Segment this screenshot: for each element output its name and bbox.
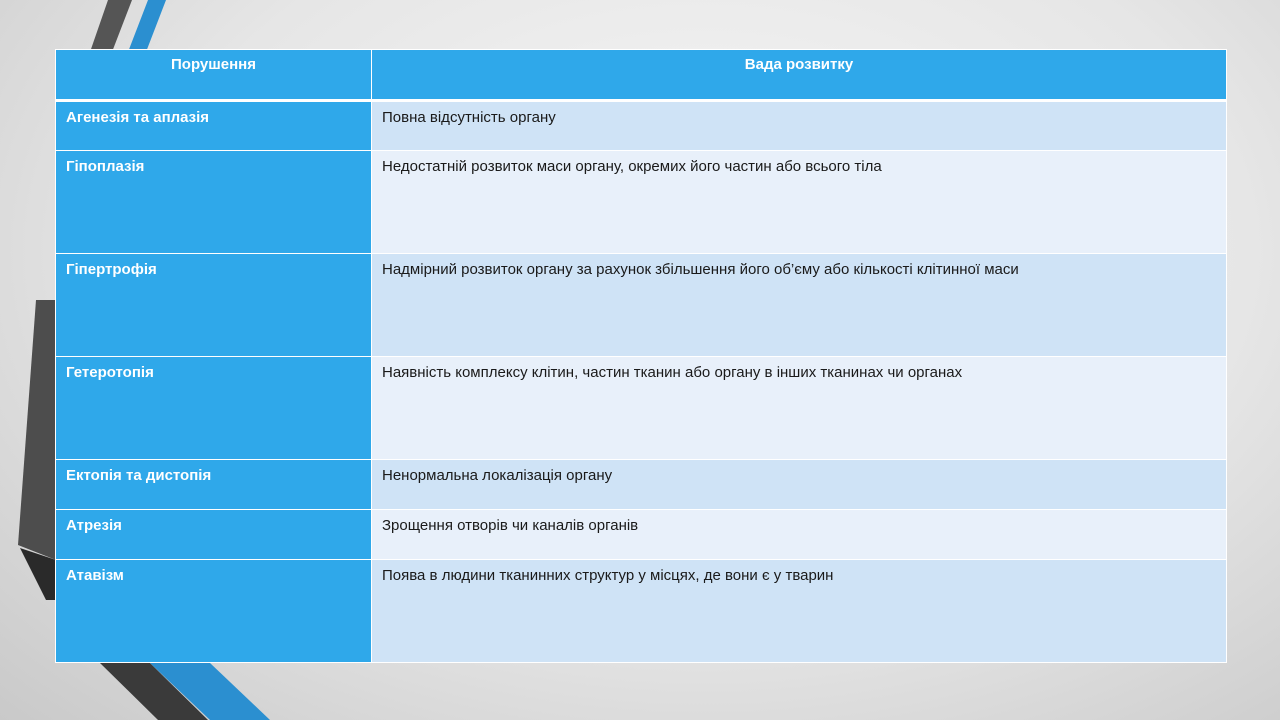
table-header-row: [56, 50, 1227, 101]
row-term: Гетеротопія: [56, 357, 372, 460]
row-term: Атавізм: [56, 560, 372, 663]
table-row: [56, 254, 1227, 357]
row-term: Атрезія: [56, 510, 372, 560]
row-description: Надмірний розвиток органу за рахунок збільшення його об’єму або кількості клітинної маси: [372, 254, 1227, 357]
table-row: [56, 560, 1227, 663]
row-term: Гіпоплазія: [56, 151, 372, 254]
header-disorder: Порушення: [56, 50, 372, 101]
table-row: [56, 460, 1227, 510]
header-defect: Вада розвитку: [372, 50, 1227, 101]
row-term: Ектопія та дистопія: [56, 460, 372, 510]
top-blue-stripe: [128, 0, 166, 52]
table-row: [56, 510, 1227, 560]
left-dark-bar: [18, 300, 56, 560]
row-description: Ненормальна локалізація органу: [372, 460, 1227, 510]
row-description: Повна відсутність органу: [372, 101, 1227, 151]
defects-table-container: [55, 49, 1226, 663]
row-description: Зрощення отворів чи каналів органів: [372, 510, 1227, 560]
row-term: Гіпертрофія: [56, 254, 372, 357]
row-term: Агенезія та аплазія: [56, 101, 372, 151]
row-description: Недостатній розвиток маси органу, окремих його частин або всього тіла: [372, 151, 1227, 254]
table-row: [56, 151, 1227, 254]
row-description: Наявність комплексу клітин, частин тканин або органу в інших тканинах чи органах: [372, 357, 1227, 460]
developmental-defects-table: [55, 49, 1227, 663]
row-description: Поява в людини тканинних структур у місцях, де вони є у тварин: [372, 560, 1227, 663]
table-row: [56, 101, 1227, 151]
top-dark-stripe: [90, 0, 132, 52]
table-row: [56, 357, 1227, 460]
